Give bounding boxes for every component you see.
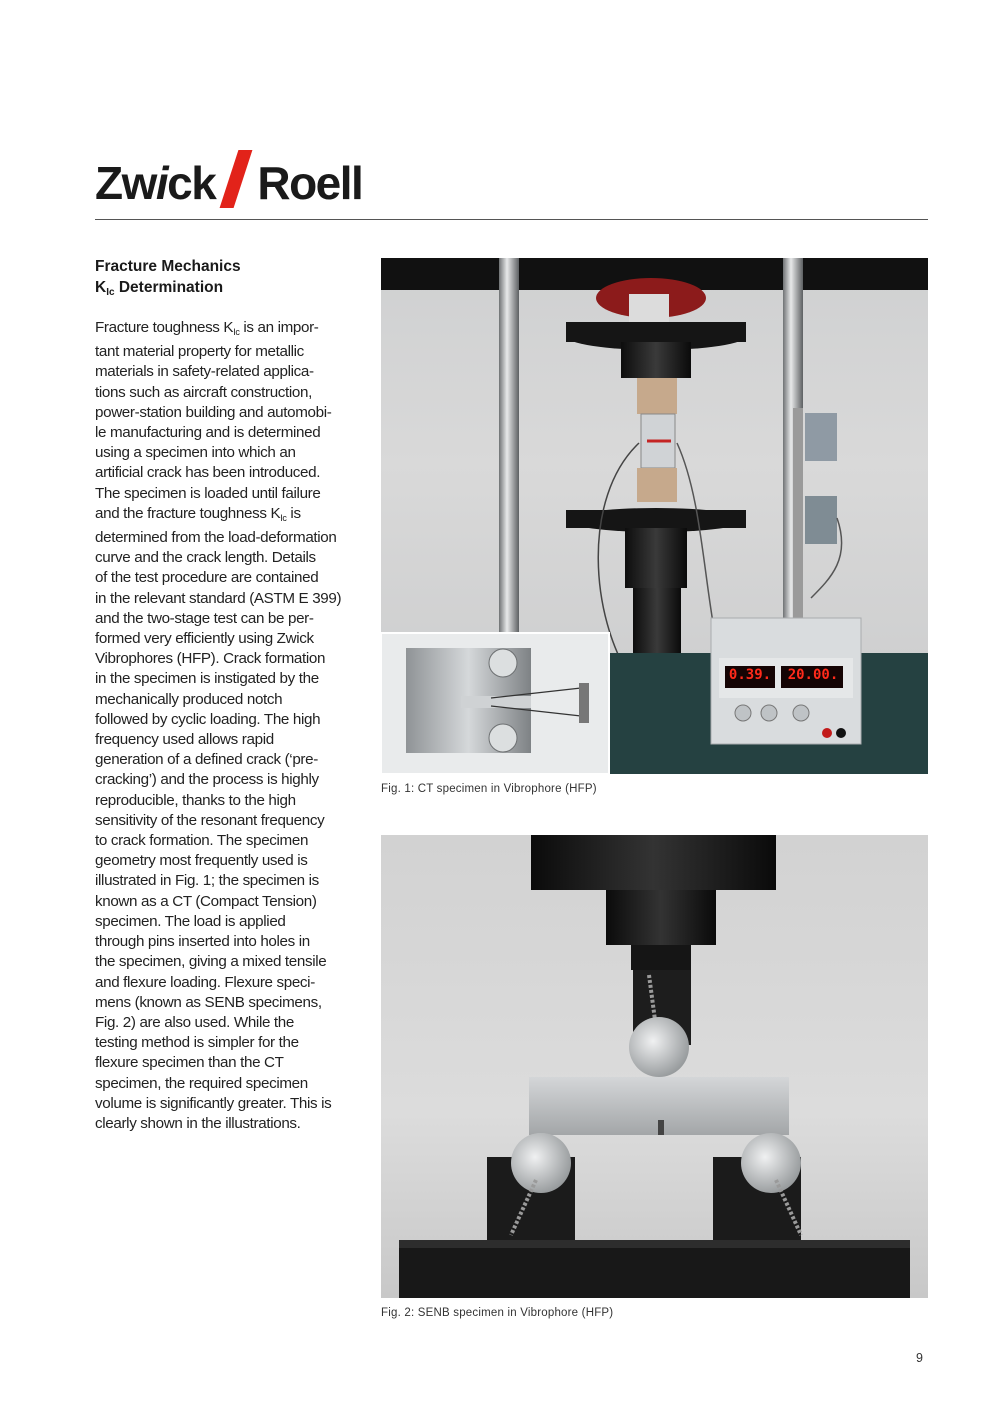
body-line: tions such as aircraft construction, bbox=[95, 383, 313, 401]
display-readout-left: 0.39. bbox=[728, 667, 772, 683]
body-line: geometry most frequently used is bbox=[95, 852, 308, 870]
header-divider bbox=[95, 219, 928, 220]
body-line: volume is significantly greater. This is bbox=[95, 1094, 332, 1112]
body-line: in the relevant standard (ASTM E 399) bbox=[95, 589, 342, 607]
body-line: determined from the load-deformation bbox=[95, 529, 337, 547]
body-line: curve and the crack length. Details bbox=[95, 549, 316, 567]
figure-2-photo bbox=[381, 835, 928, 1298]
figure-2-caption: Fig. 2: SENB specimen in Vibrophore (HFP) bbox=[381, 1307, 614, 1319]
logo-slash-icon bbox=[220, 150, 253, 208]
body-line: known as a CT (Compact Tension) bbox=[95, 892, 317, 910]
body-line: cracking’) and the process is highly bbox=[95, 771, 319, 789]
body-line: through pins inserted into holes in bbox=[95, 933, 310, 951]
body-line: followed by cyclic loading. The high bbox=[95, 710, 321, 728]
body-line: illustrated in Fig. 1; the specimen is bbox=[95, 872, 319, 890]
body-line: Fig. 2) are also used. While the bbox=[95, 1013, 294, 1031]
body-line: flexure specimen than the CT bbox=[95, 1054, 284, 1072]
body-line: testing method is simpler for the bbox=[95, 1034, 299, 1052]
body-line: tant material property for metallic bbox=[95, 343, 304, 361]
body-line: reproducible, thanks to the high bbox=[95, 791, 296, 809]
figure-1-caption: Fig. 1: CT specimen in Vibrophore (HFP) bbox=[381, 783, 597, 795]
logo-word-zwick: Zwick bbox=[95, 157, 216, 209]
figure-2-illustration bbox=[381, 835, 928, 1298]
brand-logo bbox=[95, 140, 362, 210]
body-line: sensitivity of the resonant frequency bbox=[95, 811, 325, 829]
body-line: frequency used allows rapid bbox=[95, 731, 274, 749]
body-line: formed very efficiently using Zwick bbox=[95, 630, 314, 648]
page-number: 9 bbox=[916, 1351, 923, 1365]
body-line: in the specimen is instigated by the bbox=[95, 670, 319, 688]
body-line: and the fracture toughness $K_{Ic}$ is bbox=[95, 504, 301, 523]
body-line: materials in safety-related applica- bbox=[95, 363, 314, 381]
body-line: Fracture toughness $K_{Ic}$ is an impor- bbox=[95, 319, 319, 337]
body-line: and flexure loading. Flexure speci- bbox=[95, 973, 315, 991]
body-line: specimen, the required specimen bbox=[95, 1074, 308, 1092]
body-line: artificial crack has been introduced. bbox=[95, 464, 321, 482]
section-heading bbox=[95, 256, 241, 303]
body-line: to crack formation. The specimen bbox=[95, 832, 309, 850]
figure-1-illustration bbox=[381, 258, 928, 774]
heading-line-1: Fracture Mechanics bbox=[95, 258, 241, 275]
body-line: The specimen is loaded until failure bbox=[95, 484, 321, 502]
body-line: and the two-stage test can be per- bbox=[95, 609, 314, 627]
display-readout-right: 20.00. bbox=[787, 667, 839, 683]
body-line: the specimen, giving a mixed tensile bbox=[95, 953, 327, 971]
figure-1-photo bbox=[381, 258, 928, 774]
heading-line-2: $K_{Ic}$ Determination bbox=[95, 279, 224, 298]
body-line: specimen. The load is applied bbox=[95, 912, 286, 930]
body-line: using a specimen into which an bbox=[95, 444, 296, 462]
body-line: le manufacturing and is determined bbox=[95, 424, 321, 442]
body-paragraph bbox=[95, 318, 365, 1134]
logo-word-roell: Roell bbox=[257, 157, 363, 209]
body-line: clearly shown in the illustrations. bbox=[95, 1114, 301, 1132]
body-line: power-station building and automobi- bbox=[95, 403, 332, 421]
body-line: of the test procedure are contained bbox=[95, 569, 319, 587]
body-line: generation of a defined crack (‘pre- bbox=[95, 751, 318, 769]
body-line: Vibrophores (HFP). Crack formation bbox=[95, 650, 326, 668]
body-line: mechanically produced notch bbox=[95, 690, 283, 708]
body-line: mens (known as SENB specimens, bbox=[95, 993, 322, 1011]
